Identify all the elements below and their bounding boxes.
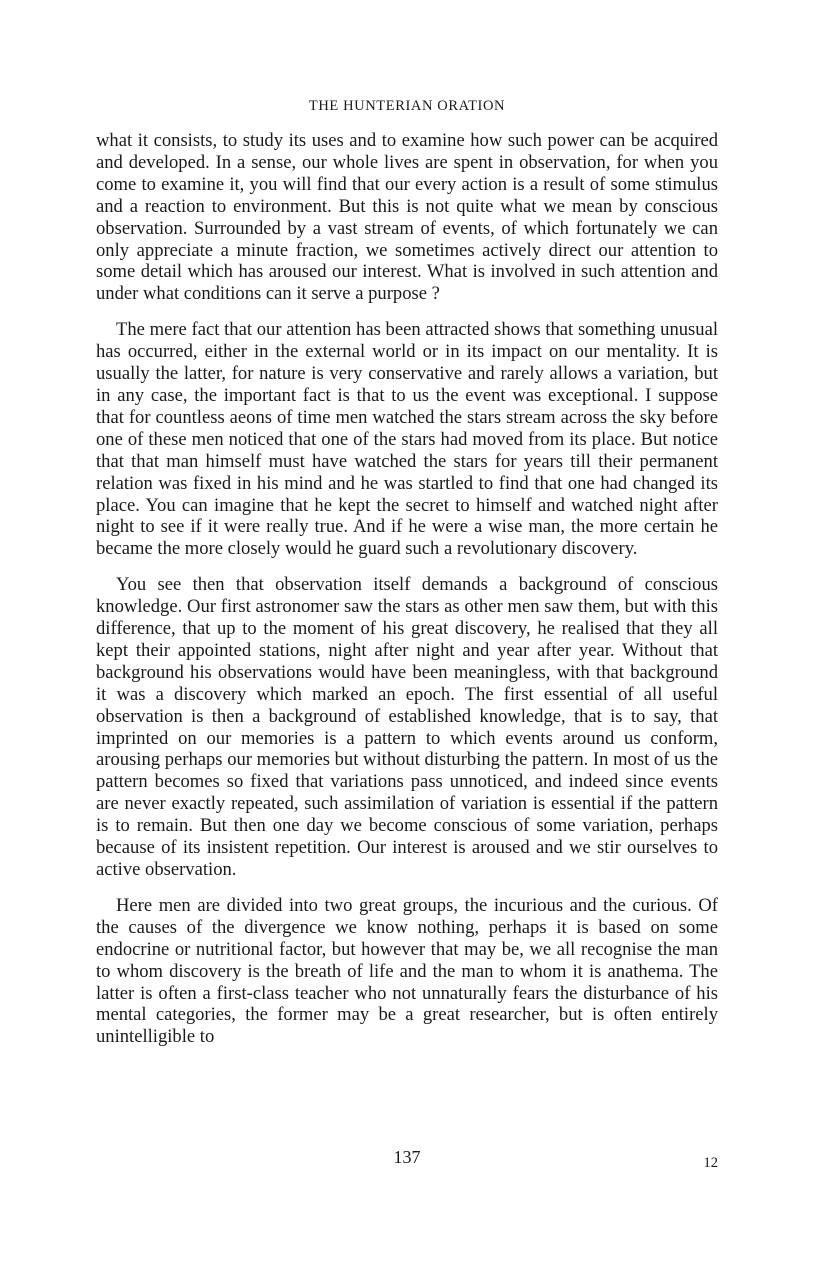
paragraph: You see then that observation itself demands a background of conscious knowledge. Our first astronomer saw the stars as other men saw them, but with this difference, that up to the moment of his great discovery, he realised that they all kept their appointed stations, night after night and year after year. Without that background his observations would have been meaningless, with that background it was a discovery which marked an epoch. The first essential of all useful observation is then a background of established knowledge, that is to say, that imprinted on our memories is a pattern to which events around us conform, arousing perhaps our memories but without disturbing the pattern. In most of us the pattern becomes so fixed that variations pass unnoticed, and indeed since events are never exactly repeated, such assimilation of variation is essential if the pattern is to remain. But then one day we become conscious of some variation, perhaps because of its insistent repetition. Our interest is aroused and we stir ourselves to active observation.	[96, 574, 718, 880]
body-text	[96, 130, 718, 1062]
page-number: 137	[393, 1147, 421, 1167]
paragraph: The mere fact that our attention has been attracted shows that something unusual has occurred, either in the external world or in its impact on our mentality. It is usually the latter, for nature is very conservative and rarely allows a variation, but in any case, the important fact is that to us the event was exceptional. I suppose that for countless aeons of time men watched the stars stream across the sky before one of these men noticed that one of the stars had moved from its place. But notice that that man himself must have watched the stars for years till their permanent relation was fixed in his mind and he was startled to find that one had changed its place. You can imagine that he kept the secret to himself and watched night after night to see if it were really true. And if he were a wise man, the more certain he became the more closely would he guard such a revolutionary discovery.	[96, 319, 718, 560]
paragraph: what it consists, to study its uses and to examine how such power can be acquired and developed. In a sense, our whole lives are spent in observation, for when you come to examine it, you will find that our every action is a result of some stimulus and a reaction to environment. But this is not quite what we mean by conscious observation. Surrounded by a vast stream of events, of which fortunately we can only appreciate a minute fraction, we sometimes actively direct our attention to some detail which has aroused our interest. What is involved in such attention and under what conditions can it serve a purpose ?	[96, 130, 718, 305]
running-title: THE HUNTERIAN ORATION	[308, 98, 506, 114]
paragraph: Here men are divided into two great groups, the incurious and the curious. Of the causes of the divergence we know nothing, perhaps it is based on some endocrine or nutritional factor, but however that may be, we all recognise the man to whom discovery is the breath of life and the man to whom it is anathema. The latter is often a first-class teacher who not unnaturally fears the disturbance of his mental categories, the former may be a great researcher, but is often entirely unintelligible to	[96, 894, 718, 1048]
signature-mark: 12	[703, 1155, 718, 1171]
